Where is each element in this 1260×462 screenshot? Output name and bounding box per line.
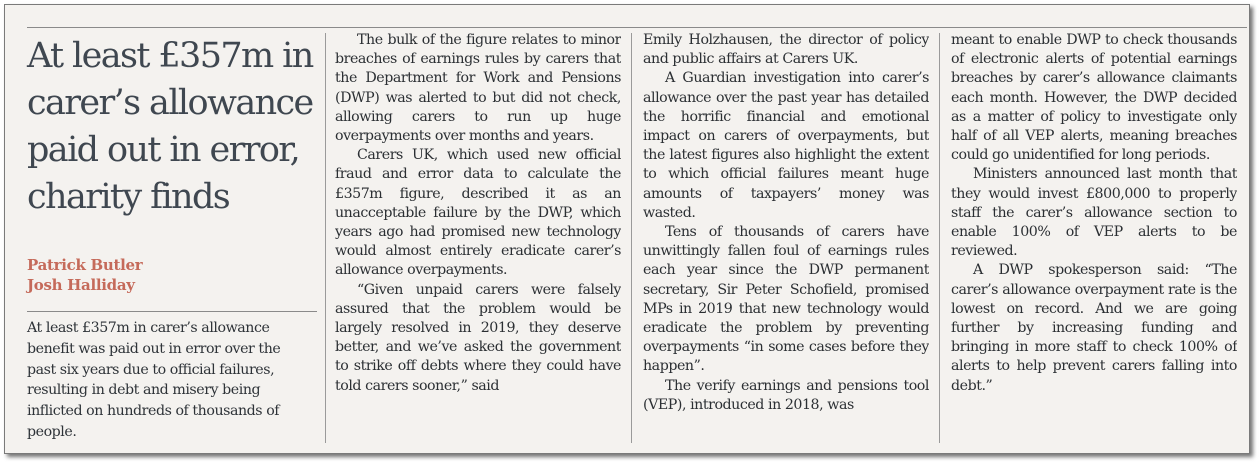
body-column-3 <box>951 31 1237 451</box>
body-paragraph: A DWP spokesperson said: “The carer’s allowance overpayment rate is the lowest on record. And we are going further by increasing funding and bringing in more staff to check 100% of alerts to help prevent carers falling into debt.” <box>951 262 1237 394</box>
body-column-1 <box>335 31 621 451</box>
newspaper-clipping <box>4 4 1250 454</box>
body-paragraph: “Given unpaid carers were falsely assured that the problem would be largely resolved in 2019, they deserve better, and we’ve asked the government to strike off debts where they could have told carers sooner,” said <box>335 281 621 394</box>
standfirst: At least £357m in carer’s allowance benefit was paid out in error over the past six years due to official failures, resulting in debt and misery being inflicted on hundreds of thousands of people. <box>27 320 281 440</box>
body-paragraph: Carers UK, which used new official fraud and error data to calculate the £357m figure, described it as an unacceptable failure by the DWP, which years ago had promised new technology would almost entirely eradicate carer’s allowance overpayments. <box>335 147 621 279</box>
body-paragraph: Emily Holzhausen, the director of policy and public affairs at Carers UK. <box>643 32 929 68</box>
column-divider <box>325 33 326 443</box>
body-paragraph: Tens of thousands of carers have unwittingly fallen foul of earnings rules each year since the DWP permanent secretary, Sir Peter Schofield, promised MPs in 2019 that new technology would eradicate the problem by preventing overpayments “in some cases before they happen”. <box>643 224 929 375</box>
byline-rule <box>27 311 317 312</box>
body-paragraph: meant to enable DWP to check thousands of electronic alerts of potential earnings breaches by carer’s allowance claimants each month. However, the DWP decided as a matter of policy to investigate only half of all VEP alerts, meaning breaches could go unidentified for long periods. <box>951 32 1237 164</box>
body-paragraph: The verify earnings and pensions tool (VEP), introduced in 2018, was <box>643 377 929 413</box>
bylines <box>27 255 317 295</box>
body-paragraph: Ministers announced last month that they would invest £800,000 to properly staff the carer’s allowance section to enable 100% of VEP alerts to be reviewed. <box>951 166 1237 260</box>
column-divider <box>631 33 632 443</box>
body-paragraph: A Guardian investigation into carer’s allowance over the past year has detailed the horrific financial and emotional impact on carers of overpayments, but the latest figures also highlight the extent to which official failures meant huge amounts of taxpayers’ money was wasted. <box>643 70 929 221</box>
top-rule <box>27 27 1247 28</box>
headline: At least £357m in carer’s allowance paid out in error, charity finds <box>27 36 313 217</box>
column-divider <box>939 33 940 443</box>
body-paragraph: The bulk of the figure relates to minor breaches of earnings rules by carers that the Department for Work and Pensions (DWP) was alerted to but did not check, allowing carers to run up huge overpayments over months and years. <box>335 32 621 145</box>
byline-author: Patrick Butler <box>27 256 143 274</box>
headline-column <box>27 33 317 448</box>
body-column-2 <box>643 31 929 451</box>
byline-author: Josh Halliday <box>27 276 135 294</box>
